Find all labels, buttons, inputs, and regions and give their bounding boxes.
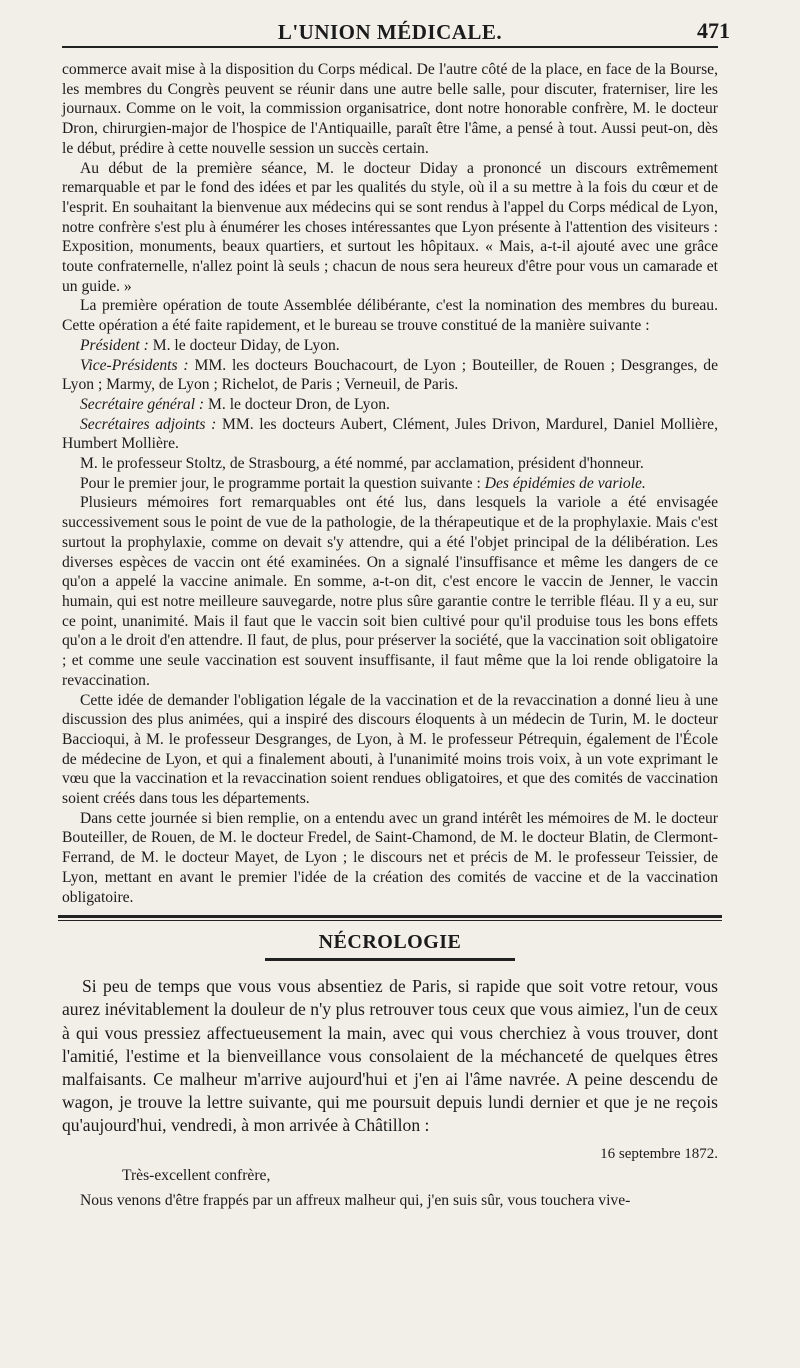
role-names: MM. les docteurs Aubert, Clément, Jules Drivon, Mardurel, Daniel Mollière, Humbert Mollière. [62, 415, 718, 453]
letter-salutation: Très-excellent confrère, [122, 1166, 271, 1184]
paragraph: Cette idée de demander l'obligation légale de la vaccination et de la revaccination a donné lieu à une discussion des plus animées, qui a inspiré des discours éloquents à un médecin de Turin, M. le docteur Baccioqui, à M. le professeur Desgranges, de Lyon, à M. le professeur Pétrequin, également de l'École de médecine de Lyon, et qui a finalement abouti, à l'unanimité moins trois voix, à un vote exprimant le vœu que la vaccination et la revaccination soient rendues obligatoires, et que des comités de vaccination soient créés dans tous les départements. [62, 691, 718, 808]
role-label: Secrétaires adjoints : [80, 415, 217, 433]
role-label: Secrétaire général : [80, 395, 205, 413]
bureau-secretary-general [62, 395, 718, 415]
role-names: M. le docteur Dron, de Lyon. [208, 395, 390, 413]
role-names: M. le docteur Diday, de Lyon. [152, 336, 340, 354]
bureau-secretaries [62, 415, 718, 454]
honorary-president: M. le professeur Stoltz, de Strasbourg, a été nommé, par acclamation, président d'honneur. [80, 455, 644, 473]
role-label: Vice-Présidents : [80, 356, 189, 374]
paragraph: Nous venons d'être frappés par un affreux malheur qui, j'en suis sûr, vous touchera vive- [80, 1191, 631, 1209]
section-divider [58, 915, 722, 921]
paragraph: Au début de la première séance, M. le docteur Diday a prononcé un discours extrêmement remarquable et par le fond des idées et par les qualités du style, où il a su mettre à la fois du cœur et de l'esprit. En souhaitant la bienvenue aux médecins qui se sont rendus à l'appel du Corps médical de Lyon, notre confrère s'est plu à énumérer les choses intéressantes que Lyon présente à l'attention des visiteurs : Exposition, monuments, beaux quartiers, et surtout les hôpitaux. « Mais, a-t-il ajouté avec une grâce toute confraternelle, n'allez point là seuls ; chacun de nous sera heureux d'être pour vous un camarade et un guide. » [62, 159, 718, 295]
letter-body [62, 1191, 718, 1211]
paragraph: Plusieurs mémoires fort remarquables ont été lus, dans lesquels la variole a été envisagée successivement sous le point de vue de la pathologie, de la thérapeutique et de la prophylaxie. Mais c'est surtout la prophylaxie, comme on devait s'y attendre, qui a été l'objet principal de la délibération. Les diverses espèces de vaccin ont été examinées. On a signalé l'insuffisance et même les dangers de ce qu'on a appelé la vaccine animale. En somme, a-t-on dit, c'est encore le vaccin de Jenner, le vaccin humain, qui est notre meilleure sauvegarde, notre plus sûre garantie contre le terrible fléau. Il y a eu, sur ce point, unanimité. Mais il faut que le vaccin soit bien cultivé pour qu'il produise tous les bons effets qu'on a le droit d'en attendre. Il faut, de plus, pour préserver la société, que la vaccination soit obligatoire ; et comme une seule vaccination est souvent insuffisante, il faut même que la loi rende obligatoire la revaccination. [62, 494, 718, 689]
page-number: 471 [697, 18, 730, 43]
necrologie-body [62, 975, 718, 1137]
paragraph: Si peu de temps que vous vous absentiez de Paris, si rapide que soit votre retour, vous aurez inévitablement la douleur de n'y plus retrouver tous ceux que vous aimiez, l'un de ceux à qui vous pressiez affectueusement la main, avec qui vous cherchiez à vous trouver, dont l'amitié, l'estime et la bienveillance vous consolaient de la méchanceté de quelques êtres malfaisants. Ce malheur m'arrive aujourd'hui et j'en ai l'âme navrée. A peine descendu de wagon, je trouve la lettre suivante, qui me poursuit depuis lundi dernier et que je ne reçois qu'aujourd'hui, vendredi, à mon arrivée à Châtillon : [62, 976, 718, 1136]
bureau-vice-presidents [62, 356, 718, 395]
role-names: MM. les docteurs Bouchacourt, de Lyon ; Bouteiller, de Rouen ; Desgranges, de Lyon ; Marmy, de Lyon ; Richelot, de Paris ; Verneuil, de Paris. [62, 356, 718, 394]
role-label: Président : [80, 336, 149, 354]
necrologie-title: NÉCROLOGIE [318, 931, 462, 954]
program-prefix: Pour le premier jour, le programme portait la question suivante : [80, 474, 481, 492]
paragraph: commerce avait mise à la disposition du Corps médical. De l'autre côté de la place, en face de la Bourse, les membres du Congrès peuvent se réunir dans une autre belle salle, pour discuter, fraterniser, lire les journaux. Comme on le voit, la commission organisatrice, dont notre honorable confrère, M. le docteur Dron, chirurgien-major de l'hospice de l'Antiquaille, paraît être l'âme, a pensé à tout. Aussi peut-on, dès le début, prédire à cette nouvelle session un succès certain. [62, 61, 718, 157]
letter-date: 16 septembre 1872. [600, 1145, 718, 1162]
paragraph: La première opération de toute Assemblée délibérante, c'est la nomination des membres du bureau. Cette opération a été faite rapidement, et le bureau se trouve constitué de la manière suivante : [62, 297, 718, 335]
journal-title: L'UNION MÉDICALE. [277, 20, 503, 44]
program-question: Des épidémies de variole. [484, 474, 646, 492]
first-day-program [62, 474, 718, 494]
page-header [62, 18, 730, 48]
bureau-president [62, 336, 718, 356]
article-body [62, 60, 718, 907]
title-underline [265, 958, 515, 961]
paragraph: Dans cette journée si bien remplie, on a entendu avec un grand intérêt les mémoires de M. le docteur Bouteiller, de Rouen, de M. le docteur Fredel, de Saint-Chamond, de M. le docteur Blatin, de Clermont-Ferrand, de M. le docteur Mayet, de Lyon ; le discours net et précis de M. le professeur Teissier, de Lyon, mettant en avant le premier l'idée de la création des comités de vaccine et de la vaccination obligatoire. [62, 809, 718, 906]
